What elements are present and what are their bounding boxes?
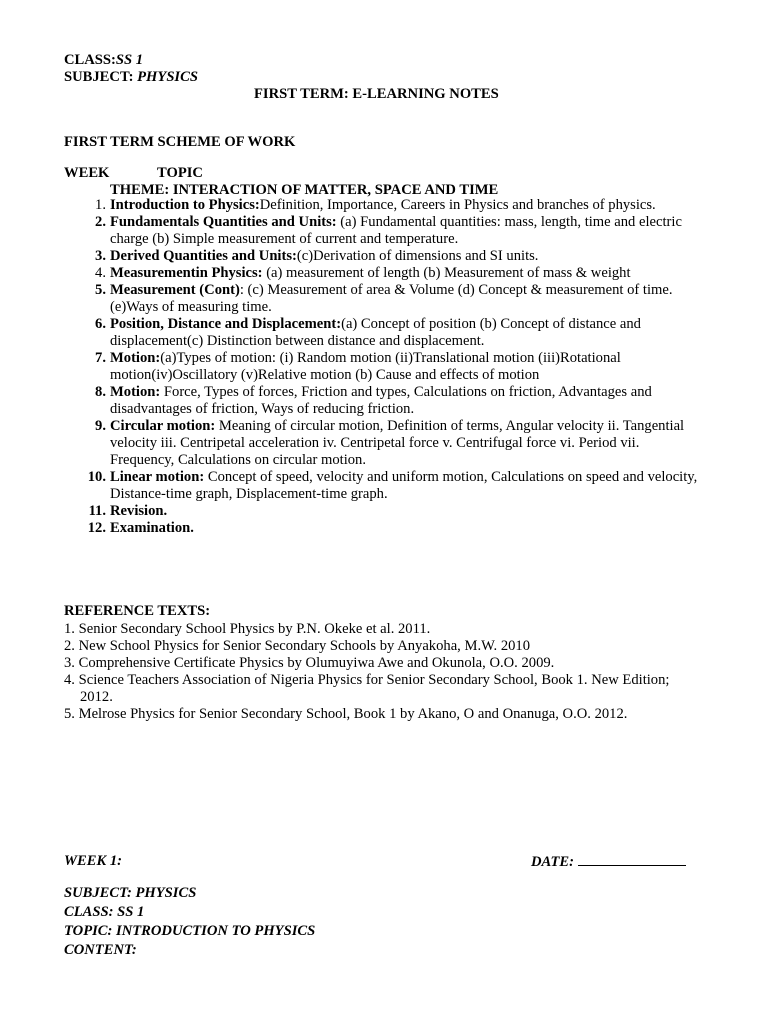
topic-description: (c)Derivation of dimensions and SI units. [296,248,539,264]
date-field [531,853,686,871]
topic-title: Measurementin Physics: [110,265,263,281]
topic-title: Linear motion: [110,469,205,485]
topic-number: 5. [95,282,106,298]
reference-item: 4. Science Teachers Association of Nigeria Physics for Senior Secondary School, Book 1. New Edition; 2012. [64,672,670,705]
topic-item [80,214,700,248]
class-value: SS 1 [115,52,144,68]
topic-item [80,282,700,316]
topic-item [80,418,700,469]
topic-description: Concept of speed, velocity and uniform motion, Calculations on speed and velocity, Distance-time graph, Displacement-time graph. [110,469,698,502]
topics-list [80,197,700,537]
topic-number: 3. [95,248,106,264]
topic-column-header: TOPIC [157,165,203,181]
topic-item [80,503,700,520]
topic-item [80,197,700,214]
topic-title: Derived Quantities and Units: [110,248,297,264]
topic-item [80,520,700,537]
topic-item [80,469,700,503]
topic-number: 12. [87,520,106,536]
topic-title: Motion: [110,384,161,400]
topic-number: 1. [95,197,106,213]
topic-description: (a)Types of motion: (i) Random motion (ii)Translational motion (iii)Rotational motion(iv)Oscillatory (v)Relative motion (b) Cause and effects of motion [110,350,621,383]
subject-line [64,69,198,86]
week1-topic: TOPIC: INTRODUCTION TO PHYSICS [64,923,316,939]
week1-content: CONTENT: [64,942,137,958]
reference-item: 1. Senior Secondary School Physics by P.N. Okeke et al. 2011. [64,621,431,637]
topic-number: 8. [95,384,106,400]
references-list [64,621,704,723]
reference-item: 3. Comprehensive Certificate Physics by Olumuyiwa Awe and Okunola, O.O. 2009. [64,655,555,671]
topic-number: 4. [95,265,106,281]
date-blank-line [578,853,686,866]
subject-label: SUBJECT: [64,69,134,85]
topic-title: Examination. [110,520,194,536]
topic-title: Motion: [110,350,161,366]
topic-item [80,384,700,418]
date-label: DATE: [531,854,574,870]
topic-number: 10. [87,469,106,485]
page-title: FIRST TERM: E-LEARNING NOTES [254,86,499,102]
topic-number: 6. [95,316,106,332]
topic-description: (a) Fundamental quantities: mass, length, time and electric charge (b) Simple measurement of current and temperature. [110,214,682,247]
week1-label: WEEK 1: [64,853,122,869]
topic-title: Introduction to Physics: [110,197,260,213]
references-heading: REFERENCE TEXTS: [64,603,211,619]
topic-item [80,316,700,350]
topic-description: Definition, Importance, Careers in Physics and branches of physics. [259,197,656,213]
topic-item [80,350,700,384]
topic-number: 2. [95,214,106,230]
class-line [64,52,143,69]
topic-number: 11. [88,503,106,519]
topic-number: 7. [95,350,106,366]
topic-item [80,248,700,265]
topic-number: 9. [95,418,106,434]
theme-line: THEME: INTERACTION OF MATTER, SPACE AND TIME [110,182,499,198]
topic-description: : (c) Measurement of area & Volume (d) Concept & measurement of time. (e)Ways of measuring time. [110,282,673,315]
week1-subject: SUBJECT: PHYSICS [64,885,197,901]
reference-item: 5. Melrose Physics for Senior Secondary School, Book 1 by Akano, O and Onanuga, O.O. 2012. [64,706,628,722]
topic-title: Circular motion: [110,418,216,434]
week1-class: CLASS: SS 1 [64,904,145,920]
reference-item: 2. New School Physics for Senior Secondary Schools by Anyakoha, M.W. 2010 [64,638,531,654]
topic-item [80,265,700,282]
scheme-heading: FIRST TERM SCHEME OF WORK [64,134,296,150]
class-label: CLASS: [64,52,116,68]
subject-value: PHYSICS [137,69,198,85]
topic-description: Force, Types of forces, Friction and types, Calculations on friction, Advantages and disadvantages of friction, Ways of reducing friction. [110,384,652,417]
topic-description: Meaning of circular motion, Definition of terms, Angular velocity ii. Tangential velocity iii. Centripetal acceleration iv. Centripetal force v. Centrifugal force vi. Period vii. Frequency, Calculations on circular motion. [110,418,685,468]
week-column-header: WEEK [64,165,110,181]
topic-title: Position, Distance and Displacement: [110,316,342,332]
topic-title: Measurement (Cont) [110,282,240,298]
topic-description: (a) Concept of position (b) Concept of distance and displacement(c) Distinction between distance and displacement. [110,316,641,349]
topic-description: (a) measurement of length (b) Measurement of mass & weight [262,265,631,281]
topic-title: Fundamentals Quantities and Units: [110,214,337,230]
topic-title: Revision. [110,503,168,519]
